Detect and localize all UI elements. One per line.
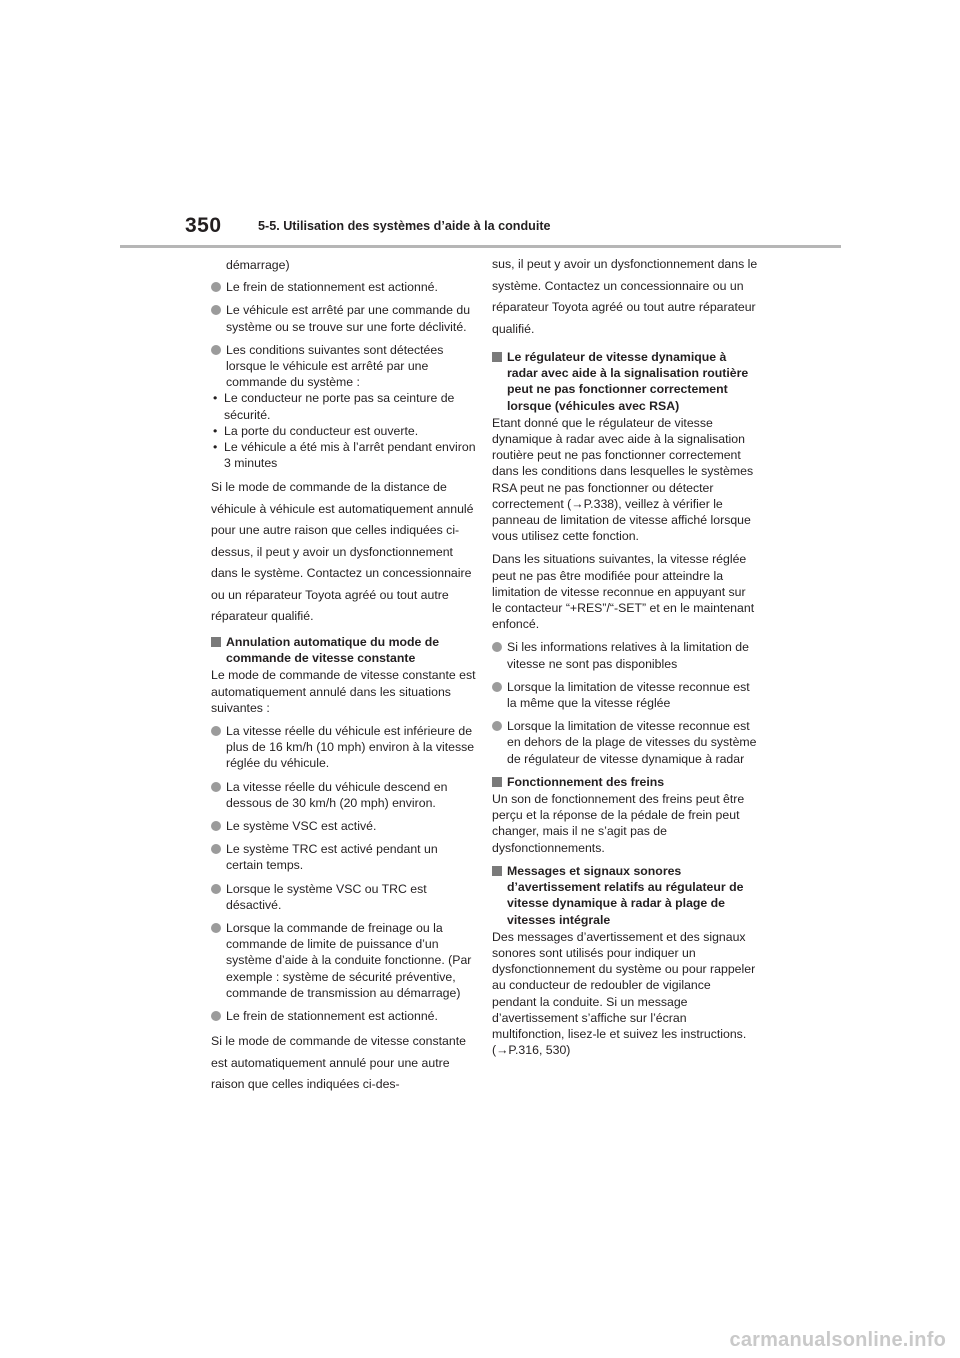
bullet-dot-icon bbox=[211, 923, 221, 933]
bullet-dot-icon bbox=[211, 782, 221, 792]
paragraph: Etant donné que le régulateur de vitesse dynamique à radar avec aide à la signalisation routière peut ne pas fonctionner correctement dans les conditions dans lesquelles le systèmes RSA peut ne pas fonctionner ou détecter correctement (→P.338), veillez à vérifier le panneau de limitation de vitesse affiché lorsque vous utilisez cette fonction. bbox=[492, 415, 754, 544]
right-column bbox=[492, 257, 758, 1065]
section-heading bbox=[492, 349, 758, 414]
page-number: 350 bbox=[185, 214, 222, 237]
bullet-text: Le frein de stationnement est actionné. bbox=[226, 280, 438, 295]
heading-square-icon bbox=[492, 352, 502, 362]
sub-item-text: Le véhicule a été mis à l’arrêt pendant environ 3 minutes bbox=[224, 440, 476, 471]
bullet-dot-icon bbox=[211, 726, 221, 736]
bullet-text: La vitesse réelle du véhicule descend en dessous de 30 km/h (20 mph) environ. bbox=[226, 779, 448, 810]
sub-item bbox=[211, 390, 477, 422]
bullet-dot-icon bbox=[211, 345, 221, 355]
heading-square-icon bbox=[211, 637, 221, 647]
bullet-item bbox=[211, 779, 477, 811]
bullet-item bbox=[492, 718, 758, 767]
bullet-text: La vitesse réelle du véhicule est inférieure de plus de 16 km/h (10 mph) environ à la vitesse réglée du véhicule. bbox=[226, 723, 475, 771]
header-rule bbox=[120, 245, 841, 248]
bullet-item bbox=[211, 302, 477, 334]
section-heading bbox=[492, 863, 758, 928]
bullet-text: Lorsque le système VSC ou TRC est désactivé. bbox=[226, 881, 427, 912]
bullet-text: Le système VSC est activé. bbox=[226, 818, 377, 833]
continued-text: démarrage) bbox=[226, 258, 290, 272]
sub-item-text: Le conducteur ne porte pas sa ceinture de sécurité. bbox=[224, 391, 455, 422]
bullet-dot-icon bbox=[211, 884, 221, 894]
bullet-item bbox=[211, 279, 477, 295]
paragraph: Dans les situations suivantes, la vitesse réglée peut ne pas être modifiée pour atteindre la limitation de vitesse reconnue en appuyant sur le contacteur “+RES”/“-SET” et en le maintenant enfoncé. bbox=[492, 552, 755, 632]
bullet-item bbox=[211, 818, 477, 834]
bullet-item bbox=[211, 841, 477, 873]
bullet-dot-icon bbox=[492, 721, 502, 731]
heading-text: Le régulateur de vitesse dynamique à radar avec aide à la signalisation routière peut ne pas fonctionner correctement lorsque (véhicules avec RSA) bbox=[507, 350, 749, 413]
bullet-text: Si les informations relatives à la limitation de vitesse ne sont pas disponibles bbox=[507, 640, 749, 671]
bullet-item bbox=[492, 679, 758, 711]
bullet-text: Lorsque la commande de freinage ou la commande de limite de puissance d’un système d’aide à la conduite fonctionne. (Par exemple : système de sécurité préventive, commande de transmission au démarrage) bbox=[226, 920, 472, 1000]
sub-bullet-icon: • bbox=[213, 423, 218, 438]
paragraph: Un son de fonctionnement des freins peut être perçu et la réponse de la pédale de frein peut changer, mais il ne s’agit pas de dysfonctionnements. bbox=[492, 792, 745, 855]
section-heading bbox=[492, 774, 758, 790]
paragraph: Si le mode de commande de vitesse constante est automatiquement annulé pour une autre raison que celles indiquées ci-des- bbox=[211, 1034, 466, 1092]
heading-text: Fonctionnement des freins bbox=[507, 774, 665, 789]
bullet-dot-icon bbox=[211, 844, 221, 854]
bullet-text: Le système TRC est activé pendant un certain temps. bbox=[226, 842, 438, 873]
bullet-text: Lorsque la limitation de vitesse reconnue est en dehors de la plage de vitesses du système de régulateur de vitesse dynamique à radar bbox=[507, 719, 757, 766]
bullet-item bbox=[211, 881, 477, 913]
bullet-dot-icon bbox=[211, 1011, 221, 1021]
heading-text: Messages et signaux sonores d’avertissement relatifs au régulateur de vitesse dynamique à radar à plage de vitesses intégrale bbox=[507, 863, 744, 927]
sub-bullet-icon: • bbox=[213, 391, 218, 406]
section-title: 5-5. Utilisation des systèmes d’aide à la conduite bbox=[258, 219, 551, 233]
paragraph: Des messages d’avertissement et des signaux sonores sont utilisés pour indiquer un dysfonctionnement du système ou pour rappeler au conducteur de redoubler de vigilance pendant la conduite. Si un message d’avertissement s’affiche sur l’écran multifonction, lisez-le et suivez les instructions. (→P.316, 530) bbox=[492, 929, 756, 1058]
bullet-item bbox=[211, 1008, 477, 1024]
sub-item-text: La porte du conducteur est ouverte. bbox=[224, 423, 419, 438]
bullet-dot-icon bbox=[211, 305, 221, 315]
bullet-dot-icon bbox=[211, 282, 221, 292]
bullet-text: Les conditions suivantes sont détectées lorsque le véhicule est arrêté par une commande du système : bbox=[226, 342, 444, 390]
sub-bullet-icon: • bbox=[213, 440, 218, 455]
heading-text: Annulation automatique du mode de commande de vitesse constante bbox=[226, 634, 440, 666]
bullet-item bbox=[211, 342, 477, 391]
left-column bbox=[211, 257, 477, 1102]
bullet-item bbox=[211, 723, 477, 772]
paragraph: Le mode de commande de vitesse constante est automatiquement annulé dans les situations suivantes : bbox=[211, 668, 476, 715]
bullet-dot-icon bbox=[492, 642, 502, 652]
section-heading bbox=[211, 634, 477, 666]
bullet-text: Le frein de stationnement est actionné. bbox=[226, 1009, 438, 1023]
sub-list bbox=[211, 390, 477, 471]
bullet-item bbox=[211, 920, 477, 1001]
sub-item bbox=[211, 423, 477, 439]
heading-square-icon bbox=[492, 777, 502, 787]
heading-square-icon bbox=[492, 866, 502, 876]
bullet-dot-icon bbox=[211, 821, 221, 831]
paragraph: Si le mode de commande de la distance de véhicule à véhicule est automatiquement annulé pour une autre raison que celles indiquées ci-dessus, il peut y avoir un dysfonctionnement dans le système. Contactez un concessionnaire ou un réparateur Toyota agréé ou tout autre réparateur qualifié. bbox=[211, 480, 474, 624]
bullet-item bbox=[492, 639, 758, 671]
watermark: carmanualsonline.info bbox=[729, 1329, 946, 1351]
bullet-dot-icon bbox=[492, 682, 502, 692]
paragraph: sus, il peut y avoir un dysfonctionnement dans le système. Contactez un concessionnaire ou un réparateur Toyota agréé ou tout autre réparateur qualifié. bbox=[492, 257, 758, 336]
bullet-text: Lorsque la limitation de vitesse reconnue est la même que la vitesse réglée bbox=[507, 679, 750, 711]
bullet-text: Le véhicule est arrêté par une commande du système ou se trouve sur une forte déclivité. bbox=[226, 303, 471, 334]
sub-item bbox=[211, 439, 477, 471]
